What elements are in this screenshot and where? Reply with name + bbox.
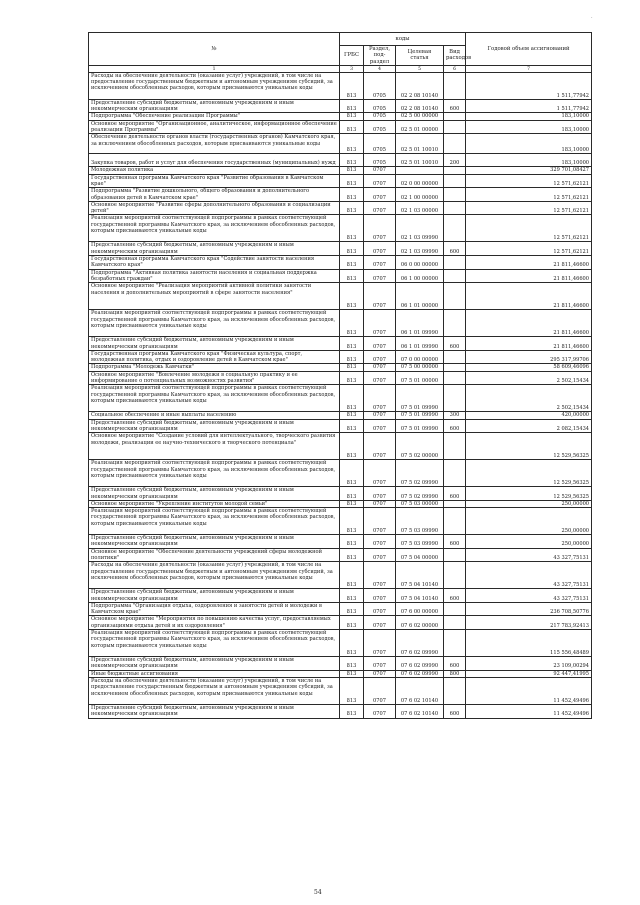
cell-grbs: 813 [340,602,364,616]
cell-name: Основное мероприятие "Вовлечение молодежи в социальную практику и ее информирование о потенциальных возможностях развития" [89,371,340,385]
cell-cs: 02 2 08 10140 [396,72,444,99]
cell-cs: 07 5 00 00000 [396,364,444,371]
cell-cs: 07 5 01 00000 [396,371,444,385]
table-row [89,487,592,501]
cell-sum: 2 502,15434 [466,371,592,385]
cell-cs: 07 5 04 10140 [396,562,444,589]
cell-name: Предоставление субсидий бюджетным, автономным учреждениям и иным некоммерческим организациям [89,657,340,671]
cell-grbs: 813 [340,242,364,256]
cell-name: Реализация мероприятий соответствующей подпрограммы в рамках соответствующей государственной программы Камчатского края, за исключением обособленных расходов, которым присваиваются уникальные коды [89,460,340,487]
cell-cs: 06 1 00 00000 [396,269,444,283]
cell-vr [444,677,466,704]
table-row [89,120,592,134]
cell-razd: 0707 [364,616,396,630]
cell-vr [444,310,466,337]
cell-vr [444,562,466,589]
cell-cs: 07 6 02 10140 [396,704,444,718]
cell-grbs: 813 [340,283,364,310]
cell-vr [444,500,466,507]
cell-sum: 2 082,15434 [466,419,592,433]
cell-razd: 0707 [364,242,396,256]
cell-sum: 11 452,49496 [466,677,592,704]
cell-sum: 295 317,99706 [466,350,592,364]
cell-name: Расходы на обеспечение деятельности (оказание услуг) учреждений, в том числе на предоставление государственным бюджетным и автономным учреждениям субсидий, за исключением обособленных расходов, которым присваиваются уникальные коды [89,677,340,704]
table-row [89,188,592,202]
cell-cs: 07 6 02 09990 [396,670,444,677]
cell-sum: 21 811,46600 [466,283,592,310]
table-row [89,310,592,337]
cell-sum: 23 109,00294 [466,657,592,671]
cell-vr [444,616,466,630]
cell-razd: 0707 [364,630,396,657]
cell-name: Государственная программа Камчатского края "Содействие занятости населения Камчатского края" [89,256,340,270]
table-row [89,242,592,256]
cell-grbs: 813 [340,589,364,603]
cell-cs: 07 6 02 00000 [396,616,444,630]
cell-sum: 1 511,77942 [466,72,592,99]
table-row [89,602,592,616]
table-row [89,704,592,718]
cell-name: Расходы на обеспечение деятельности (оказание услуг) учреждений, в том числе на предоставление государственным бюджетным и автономным учреждениям субсидий, за исключением обособленных расходов, которым присваиваются уникальные коды [89,72,340,99]
cell-razd: 0705 [364,120,396,134]
colnum-3: 3 [340,65,364,72]
cell-razd: 0707 [364,364,396,371]
cell-grbs: 813 [340,508,364,535]
cell-name: Подпрограмма "Развитие дошкольного, общего образования и дополнительного образования детей в Камчатском крае" [89,188,340,202]
cell-name: Обеспечение деятельности органов власти (государственных органов) Камчатского края, за исключением обособленных расходов, которым присваиваются уникальные коды [89,134,340,154]
cell-razd: 0707 [364,188,396,202]
cell-sum: 183,10000 [466,120,592,134]
cell-sum: 12 571,62121 [466,188,592,202]
cell-sum: 329 701,08427 [466,167,592,174]
cell-sum: 12 529,56325 [466,433,592,460]
cell-sum: 115 556,48489 [466,630,592,657]
cell-cs: 06 1 01 09990 [396,310,444,337]
cell-vr: 800 [444,670,466,677]
cell-grbs: 813 [340,134,364,154]
cell-vr: 600 [444,704,466,718]
cell-sum: 43 327,75131 [466,548,592,562]
cell-sum: 250,00000 [466,508,592,535]
cell-razd: 0707 [364,167,396,174]
cell-razd: 0707 [364,256,396,270]
cell-razd: 0705 [364,72,396,99]
cell-grbs: 813 [340,371,364,385]
cell-vr: 600 [444,589,466,603]
cell-vr [444,113,466,120]
cell-cs: 07 5 01 09990 [396,385,444,412]
cell-razd: 0707 [364,460,396,487]
cell-razd: 0707 [364,269,396,283]
cell-grbs: 813 [340,113,364,120]
cell-name: Основное мероприятие "Реализация мероприятий активной политики занятости населения и дополнительных мероприятий в сфере занятости населения" [89,283,340,310]
cell-name: Основное мероприятие "Обеспечение деятельности учреждений сферы молодежной политики" [89,548,340,562]
cell-vr: 600 [444,419,466,433]
cell-vr [444,630,466,657]
cell-vr [444,167,466,174]
cell-name: Основное мероприятие "Создание условий для интеллектуального, творческого развития молодежи, реализации ее научно-технического и творческого потенциала" [89,433,340,460]
table-row [89,99,592,113]
cell-cs: 07 5 04 00000 [396,548,444,562]
table-row [89,350,592,364]
table-row [89,589,592,603]
cell-sum: 217 783,92413 [466,616,592,630]
cell-sum: 12 571,62121 [466,174,592,188]
cell-grbs: 813 [340,174,364,188]
cell-name: Подпрограмма "Организация отдыха, оздоровления и занятости детей и молодежи в Камчатском крае" [89,602,340,616]
cell-name: Реализация мероприятий соответствующей подпрограммы в рамках соответствующей государственной программы Камчатского края, за исключением обособленных расходов, которым присваиваются уникальные коды [89,215,340,242]
cell-grbs: 813 [340,215,364,242]
cell-name: Предоставление субсидий бюджетным, автономным учреждениям и иным некоммерческим организациям [89,242,340,256]
cell-razd: 0707 [364,201,396,215]
table-row [89,548,592,562]
cell-grbs: 813 [340,630,364,657]
cell-name: Реализация мероприятий соответствующей подпрограммы в рамках соответствующей государственной программы Камчатского края, за исключением обособленных расходов, которым присваиваются уникальные коды [89,310,340,337]
cell-razd: 0707 [364,283,396,310]
cell-vr [444,201,466,215]
cell-vr: 600 [444,535,466,549]
cell-name: Государственная программа Камчатского края "Развитие образования в Камчатском крае" [89,174,340,188]
table-row [89,364,592,371]
cell-cs: 07 5 02 00000 [396,433,444,460]
cell-cs: 02 0 00 00000 [396,174,444,188]
cell-sum: 2 502,15434 [466,385,592,412]
cell-grbs: 813 [340,120,364,134]
cell-cs: 02 1 00 00000 [396,188,444,202]
header-razdel: Раздел, под-раздел [364,46,396,66]
header-codes: коды [340,33,466,46]
cell-sum: 11 452,49496 [466,704,592,718]
cell-cs: 02 5 01 10010 [396,134,444,154]
cell-grbs: 813 [340,616,364,630]
cell-grbs: 813 [340,154,364,167]
cell-razd: 0707 [364,433,396,460]
cell-cs [396,167,444,174]
cell-name: Государственная программа Камчатского края "Физическая культура, спорт, молодежная политика, отдых и оздоровление детей в Камчатском крае" [89,350,340,364]
cell-cs: 02 5 00 00000 [396,113,444,120]
cell-cs: 07 0 00 00000 [396,350,444,364]
cell-name: Социальное обеспечение и иные выплаты населению [89,412,340,419]
cell-vr [444,548,466,562]
table-row [89,256,592,270]
cell-grbs: 813 [340,99,364,113]
cell-cs: 02 1 03 09990 [396,215,444,242]
cell-cs: 02 5 01 00000 [396,120,444,134]
table-row [89,269,592,283]
cell-cs: 06 1 01 00000 [396,283,444,310]
cell-sum: 12 571,62121 [466,215,592,242]
cell-vr: 600 [444,487,466,501]
cell-sum: 250,00000 [466,500,592,507]
cell-grbs: 813 [340,677,364,704]
cell-razd: 0707 [364,562,396,589]
cell-name: Реализация мероприятий соответствующей подпрограммы в рамках соответствующей государственной программы Камчатского края, за исключением обособленных расходов, которым присваиваются уникальные коды [89,630,340,657]
cell-name: Иные бюджетные ассигнования [89,670,340,677]
table-row [89,134,592,154]
table-row [89,500,592,507]
cell-grbs: 813 [340,433,364,460]
cell-grbs: 813 [340,548,364,562]
header-num: № [89,33,340,66]
cell-vr [444,385,466,412]
cell-razd: 0707 [364,487,396,501]
table-row [89,167,592,174]
table-row [89,174,592,188]
cell-name: Предоставление субсидий бюджетным, автономным учреждениям и иным некоммерческим организациям [89,535,340,549]
cell-name: Предоставление субсидий бюджетным, автономным учреждениям и иным некоммерческим организациям [89,487,340,501]
table-row [89,433,592,460]
cell-razd: 0707 [364,385,396,412]
cell-razd: 0705 [364,154,396,167]
cell-grbs: 813 [340,562,364,589]
table-row [89,154,592,167]
table-row [89,677,592,704]
cell-cs: 02 1 03 00000 [396,201,444,215]
cell-grbs: 813 [340,704,364,718]
cell-cs: 06 0 00 00000 [396,256,444,270]
cell-name: Основное мероприятие "Развитие сферы дополнительного образования и социализации детей" [89,201,340,215]
cell-sum: 92 447,41995 [466,670,592,677]
table-row [89,460,592,487]
cell-cs: 07 5 03 00000 [396,500,444,507]
cell-grbs: 813 [340,256,364,270]
cell-cs: 07 5 03 09990 [396,535,444,549]
cell-name: Подпрограмма "Активная политика занятости населения и социальная поддержка безработных граждан" [89,269,340,283]
table-row [89,201,592,215]
header-sum: Годовой объем ассигнований [466,33,592,66]
table-row [89,412,592,419]
cell-sum: 12 529,56325 [466,460,592,487]
colnum-5: 5 [396,65,444,72]
cell-sum: 43 327,75131 [466,562,592,589]
cell-name: Предоставление субсидий бюджетным, автономным учреждениям и иным некоммерческим организациям [89,704,340,718]
header-vr: Вид расходов [444,46,466,66]
cell-cs: 07 5 02 09990 [396,460,444,487]
cell-grbs: 813 [340,269,364,283]
cell-grbs: 813 [340,500,364,507]
cell-cs: 07 5 01 09990 [396,412,444,419]
page-number: 54 [314,889,322,896]
table-row [89,616,592,630]
cell-cs: 06 1 01 09990 [396,337,444,351]
table-row [89,283,592,310]
cell-sum: 21 811,46600 [466,256,592,270]
cell-razd: 0707 [364,589,396,603]
table-row [89,508,592,535]
cell-cs: 07 6 02 10140 [396,677,444,704]
cell-cs: 02 1 03 09990 [396,242,444,256]
cell-cs: 07 5 01 09990 [396,419,444,433]
cell-grbs: 813 [340,670,364,677]
cell-vr [444,120,466,134]
cell-vr [444,460,466,487]
cell-razd: 0707 [364,174,396,188]
table-row [89,419,592,433]
cell-sum: 58 609,46096 [466,364,592,371]
cell-razd: 0707 [364,670,396,677]
cell-grbs: 813 [340,364,364,371]
cell-vr [444,256,466,270]
cell-razd: 0707 [364,677,396,704]
table-row [89,113,592,120]
cell-razd: 0707 [364,535,396,549]
cell-razd: 0707 [364,350,396,364]
cell-grbs: 813 [340,201,364,215]
cell-cs: 02 5 01 10010 [396,154,444,167]
cell-razd: 0707 [364,412,396,419]
cell-razd: 0707 [364,704,396,718]
colnum-1: 1 [89,65,340,72]
cell-vr [444,350,466,364]
cell-name: Предоставление субсидий бюджетным, автономным учреждениям и иным некоммерческим организациям [89,419,340,433]
cell-vr [444,269,466,283]
cell-name: Закупка товаров, работ и услуг для обеспечения государственных (муниципальных) нужд [89,154,340,167]
cell-name: Основное мероприятие "Организационное, аналитическое, информационное обеспечение реализации Программы" [89,120,340,134]
cell-razd: 0707 [364,310,396,337]
cell-vr [444,283,466,310]
cell-cs: 07 5 03 09990 [396,508,444,535]
cell-grbs: 813 [340,337,364,351]
cell-vr: 200 [444,154,466,167]
cell-sum: 1 511,77942 [466,99,592,113]
cell-name: Подпрограмма "Обеспечение реализации Программы" [89,113,340,120]
cell-name: Предоставление субсидий бюджетным, автономным учреждениям и иным некоммерческим организациям [89,337,340,351]
cell-razd: 0707 [364,500,396,507]
cell-razd: 0707 [364,508,396,535]
column-number-row [89,65,592,72]
cell-name: Предоставление субсидий бюджетным, автономным учреждениям и иным некоммерческим организациям [89,589,340,603]
cell-razd: 0707 [364,548,396,562]
cell-grbs: 813 [340,167,364,174]
cell-sum: 21 811,46600 [466,337,592,351]
cell-name: Подпрограмма "Молодежь Камчатки" [89,364,340,371]
cell-razd: 0707 [364,215,396,242]
cell-vr: 600 [444,657,466,671]
cell-grbs: 813 [340,487,364,501]
cell-sum: 12 529,56325 [466,487,592,501]
cell-sum: 183,10000 [466,113,592,120]
cell-grbs: 813 [340,657,364,671]
cell-grbs: 813 [340,310,364,337]
cell-grbs: 813 [340,460,364,487]
cell-vr [444,72,466,99]
cell-vr [444,134,466,154]
cell-razd: 0707 [364,657,396,671]
cell-cs: 07 6 02 09990 [396,657,444,671]
colnum-4: 4 [364,65,396,72]
colnum-7: 7 [466,65,592,72]
cell-sum: 21 811,46600 [466,310,592,337]
cell-razd: 0705 [364,134,396,154]
cell-grbs: 813 [340,419,364,433]
cell-razd: 0705 [364,99,396,113]
cell-cs: 07 6 00 00000 [396,602,444,616]
cell-razd: 0707 [364,419,396,433]
cell-sum: 43 327,75131 [466,589,592,603]
header-grbs: ГРБС [340,46,364,66]
cell-sum: 250,00000 [466,535,592,549]
cell-grbs: 813 [340,350,364,364]
cell-vr [444,508,466,535]
cell-vr [444,364,466,371]
table-row [89,337,592,351]
cell-vr: 600 [444,337,466,351]
cell-razd: 0707 [364,602,396,616]
cell-sum: 12 571,62121 [466,242,592,256]
table-row [89,535,592,549]
cell-name: Реализация мероприятий соответствующей подпрограммы в рамках соответствующей государственной программы Камчатского края, за исключением обособленных расходов, которым присваиваются уникальные коды [89,508,340,535]
cell-vr [444,215,466,242]
cell-grbs: 813 [340,412,364,419]
table-row [89,670,592,677]
table-row [89,215,592,242]
table-row [89,630,592,657]
header-cs: Целевая статья [396,46,444,66]
cell-sum: 420,00000 [466,412,592,419]
cell-grbs: 813 [340,385,364,412]
budget-table [88,32,592,719]
cell-vr [444,174,466,188]
cell-grbs: 813 [340,188,364,202]
cell-name: Предоставление субсидий бюджетным, автономным учреждениям и иным некоммерческим организациям [89,99,340,113]
cell-sum: 183,10000 [466,134,592,154]
cell-sum: 12 571,62121 [466,201,592,215]
cell-razd: 0705 [364,113,396,120]
cell-grbs: 813 [340,72,364,99]
corner-mark: . [591,14,593,20]
cell-vr: 600 [444,99,466,113]
cell-cs: 07 5 04 10140 [396,589,444,603]
cell-vr [444,188,466,202]
cell-sum: 21 811,46600 [466,269,592,283]
cell-name: Реализация мероприятий соответствующей подпрограммы в рамках соответствующей государственной программы Камчатского края, за исключением обособленных расходов, которым присваиваются уникальные коды [89,385,340,412]
cell-vr [444,371,466,385]
cell-name: Основное мероприятие "Мероприятия по повышению качества услуг, предоставляемых организациями отдыха детей и их оздоровления" [89,616,340,630]
cell-name: Основное мероприятие "Укрепление институтов молодой семьи" [89,500,340,507]
cell-name: Расходы на обеспечение деятельности (оказание услуг) учреждений, в том числе на предоставление государственным бюджетным и автономным учреждениям субсидий, за исключением обособленных расходов, которым присваиваются уникальные коды [89,562,340,589]
table-row [89,371,592,385]
cell-vr [444,602,466,616]
table-row [89,657,592,671]
cell-grbs: 813 [340,535,364,549]
colnum-6: 6 [444,65,466,72]
cell-razd: 0707 [364,337,396,351]
cell-cs: 07 5 02 09990 [396,487,444,501]
cell-sum: 183,10000 [466,154,592,167]
cell-name: Молодежная политика [89,167,340,174]
cell-vr: 600 [444,242,466,256]
cell-cs: 02 2 08 10140 [396,99,444,113]
table-row [89,72,592,99]
cell-vr: 300 [444,412,466,419]
cell-razd: 0707 [364,371,396,385]
cell-vr [444,433,466,460]
cell-cs: 07 6 02 09990 [396,630,444,657]
cell-sum: 236 708,50776 [466,602,592,616]
table-row [89,562,592,589]
table-row [89,385,592,412]
